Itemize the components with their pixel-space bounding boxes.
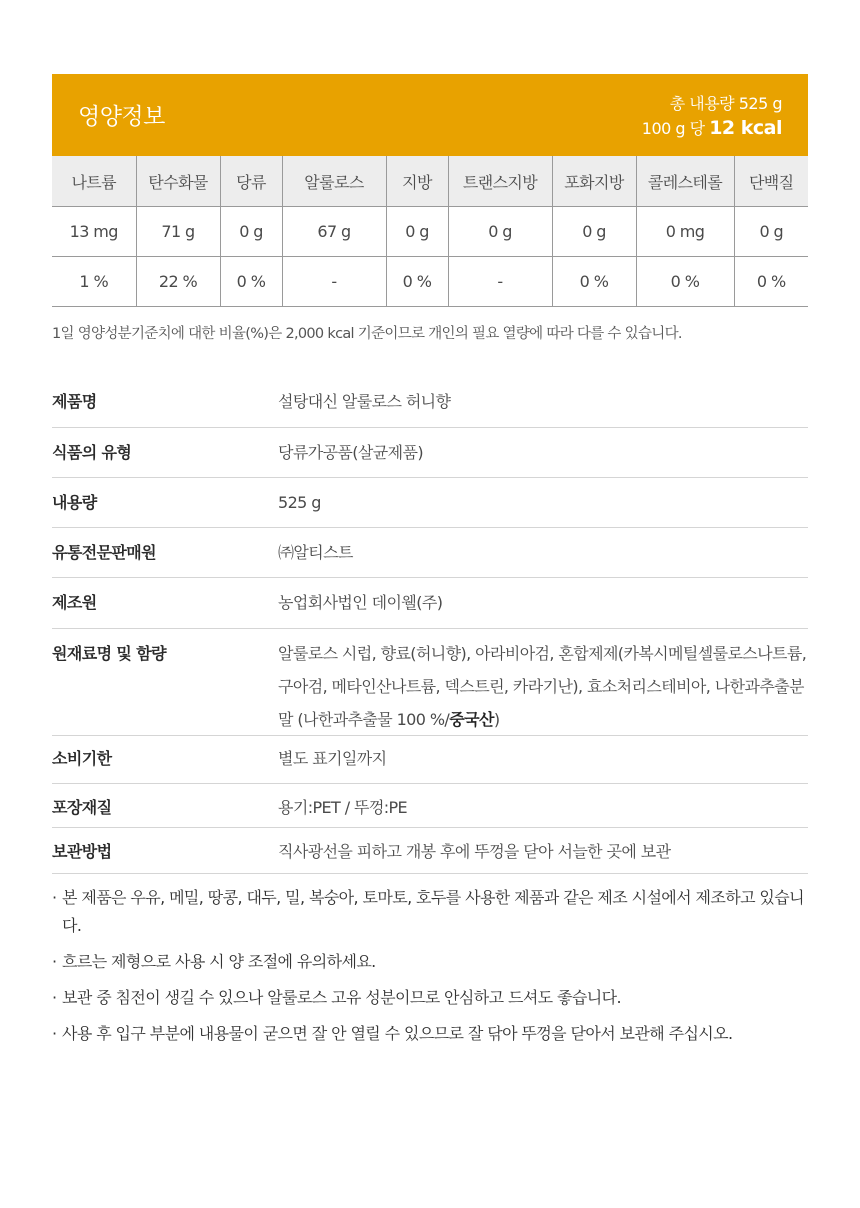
info-row — [52, 828, 808, 874]
percent-cell: 0 % — [734, 257, 808, 307]
info-value: 직사광선을 피하고 개봉 후에 뚜껑을 닫아 서늘한 곳에 보관 — [278, 842, 671, 861]
info-label: 소비기한 — [52, 749, 112, 768]
percent-cell: 0 % — [220, 257, 282, 307]
product-info-list — [52, 378, 808, 874]
info-value — [278, 637, 808, 736]
percent-cell: 0 % — [386, 257, 448, 307]
bullet-dot: · — [52, 988, 57, 1007]
percent-cell: 0 % — [552, 257, 636, 307]
info-label: 제조원 — [52, 593, 97, 612]
ingredients-end: ) — [493, 710, 500, 729]
nutrition-table — [52, 156, 808, 307]
ingredients-text: 알룰로스 시럽, 향료(허니향), 아라비아검, 혼합제제(카복시메틸셀룰로스나트륨, 구아검, 메타인산나트륨, 덱스트린, 카라기난), 효소처리스테비아, 나한과추출분말 (나한과추출물 100 %/ — [278, 644, 807, 729]
info-row — [52, 428, 808, 478]
header-cell: 알룰로스 — [282, 156, 386, 207]
bullet-dot: · — [52, 952, 57, 971]
info-value: 설탕대신 알룰로스 허니향 — [278, 392, 451, 411]
info-row — [52, 578, 808, 629]
total-content: 총 내용량 525 g — [669, 94, 782, 113]
amount-cell: 0 g — [220, 207, 282, 257]
info-label: 제품명 — [52, 392, 97, 411]
nutrition-note: 1일 영양성분기준치에 대한 비율(%)은 2,000 kcal 기준이므로 개인의 필요 열량에 따라 다를 수 있습니다. — [52, 326, 682, 342]
info-row — [52, 378, 808, 428]
header-cell: 단백질 — [734, 156, 808, 207]
amount-cell: 0 g — [448, 207, 552, 257]
info-value: 당류가공품(살균제품) — [278, 443, 423, 462]
nutrition-title: 영양정보 — [78, 104, 165, 130]
nutrition-header — [52, 74, 808, 156]
info-row — [52, 478, 808, 528]
per-serving: 100 g 당 — [641, 119, 705, 138]
percent-cell: 0 % — [636, 257, 734, 307]
info-value: 별도 표기일까지 — [278, 749, 387, 768]
info-row — [52, 629, 808, 736]
amount-cell: 0 g — [734, 207, 808, 257]
info-value: 525 g — [278, 493, 321, 512]
notice-text: 사용 후 입구 부분에 내용물이 굳으면 잘 안 열릴 수 있으므로 잘 닦아 뚜껑을 닫아서 보관해 주십시오. — [62, 1024, 733, 1043]
notice-item — [52, 984, 808, 1012]
header-cell: 나트륨 — [52, 156, 136, 207]
info-row — [52, 736, 808, 784]
info-label: 내용량 — [52, 493, 97, 512]
notice-text: 흐르는 제형으로 사용 시 양 조절에 유의하세요. — [62, 952, 376, 971]
info-label: 유통전문판매원 — [52, 543, 156, 562]
percent-row — [52, 257, 808, 307]
bullet-dot: · — [52, 888, 57, 907]
nutrition-header-row — [52, 156, 808, 207]
percent-cell: - — [448, 257, 552, 307]
percent-cell: 22 % — [136, 257, 220, 307]
amount-row — [52, 207, 808, 257]
bullet-dot: · — [52, 1024, 57, 1043]
header-cell: 당류 — [220, 156, 282, 207]
amount-cell: 67 g — [282, 207, 386, 257]
header-cell: 지방 — [386, 156, 448, 207]
percent-cell: 1 % — [52, 257, 136, 307]
amount-cell: 71 g — [136, 207, 220, 257]
amount-cell: 0 mg — [636, 207, 734, 257]
header-cell: 포화지방 — [552, 156, 636, 207]
info-value: ㈜알티스트 — [278, 543, 353, 562]
percent-cell: - — [282, 257, 386, 307]
notice-text: 보관 중 침전이 생길 수 있으나 알룰로스 고유 성분이므로 안심하고 드셔도 좋습니다. — [62, 988, 621, 1007]
info-label: 원재료명 및 함량 — [52, 644, 166, 663]
amount-cell: 0 g — [552, 207, 636, 257]
per-serving-line — [642, 116, 782, 141]
notice-text: 본 제품은 우유, 메밀, 땅콩, 대두, 밀, 복숭아, 토마토, 호두를 사용한 제품과 같은 제조 시설에서 제조하고 있습니다. — [62, 888, 804, 935]
info-label: 포장재질 — [52, 798, 112, 817]
info-value: 농업회사법인 데이웰(주) — [278, 593, 443, 612]
info-label: 식품의 유형 — [52, 443, 132, 462]
info-value: 용기:PET / 뚜껑:PE — [278, 798, 408, 817]
notice-item — [52, 1020, 808, 1048]
nutrition-summary — [642, 91, 782, 141]
header-cell: 트랜스지방 — [448, 156, 552, 207]
origin-country: 중국산 — [449, 710, 494, 729]
amount-cell: 13 mg — [52, 207, 136, 257]
amount-cell: 0 g — [386, 207, 448, 257]
header-cell: 탄수화물 — [136, 156, 220, 207]
info-label: 보관방법 — [52, 842, 112, 861]
notice-item — [52, 948, 808, 976]
notice-item — [52, 884, 808, 940]
info-row — [52, 528, 808, 578]
kcal-value: 12 kcal — [709, 117, 782, 139]
info-row — [52, 784, 808, 828]
notice-list — [52, 884, 808, 1048]
header-cell: 콜레스테롤 — [636, 156, 734, 207]
